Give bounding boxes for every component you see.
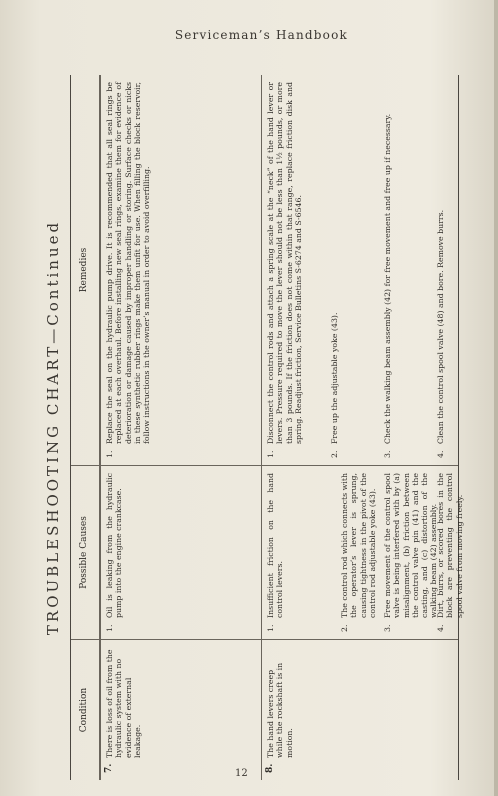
cause-number: 2.: [340, 624, 349, 632]
condition-cell: [101, 640, 261, 780]
remedy-text: Disconnect the control rods and attach a spring scale at the “neck” of the hand lever or levers. Pressure required to move the lever should not be less than 1½ pounds, or more than 3 pounds. If the friction does not come within that range, replace friction disk and spring. Readjust friction, Service Bulletins S-6274 and S-6546.: [266, 82, 303, 444]
chart-title: TROUBLESHOOTING CHART—Continued: [44, 219, 62, 636]
remedy-number: 3.: [383, 450, 392, 458]
remedy-number: 1.: [266, 450, 275, 458]
column-header-remedies: Remedies: [71, 75, 99, 466]
column-header-causes: Possible Causes: [71, 466, 99, 640]
cause-item: [436, 473, 464, 632]
remedy-item: [436, 82, 445, 458]
remedies-cell: [101, 75, 261, 466]
remedy-item: [383, 82, 436, 458]
condition-text: There is loss of oil from the hydraulic system with no evidence of external leakage.: [105, 649, 142, 758]
remedies-cell: [262, 75, 458, 466]
troubleshooting-table: [70, 75, 464, 780]
cause-item: [383, 473, 439, 632]
remedy-text: Free up the adjustable yoke (43).: [330, 312, 339, 444]
cause-number: 3.: [383, 624, 392, 632]
table-row: [261, 75, 464, 780]
remedy-number: 1.: [105, 450, 114, 458]
column-header-condition: Condition: [79, 687, 89, 733]
table-row: [100, 75, 261, 780]
causes-cell: [262, 466, 464, 640]
cause-item: [340, 473, 383, 632]
cause-number: 1.: [266, 624, 275, 632]
table-header-row: [71, 75, 100, 780]
remedy-text: Clean the control spool valve (48) and bore. Remove burrs.: [436, 209, 445, 444]
causes-cell: [101, 466, 261, 640]
cause-text: Free movement of the control spool valve is being interfered with by (a) misalignment, (b) friction between the control valve pin (41) and the casting, and (c) distortion of the walking beam (42) assembly.: [383, 473, 439, 618]
cause-text: The control rod which connects with the operator’s lever is sprung, causing tightness in the pivot of the control rod adjustable yoke (43).: [340, 473, 377, 618]
running-header: Serviceman’s Handbook: [174, 28, 348, 42]
remedy-item: [266, 82, 330, 458]
cause-text: Oil is leaking from the hydraulic pump into the engine crankcase.: [105, 473, 124, 618]
remedy-number: 4.: [436, 450, 445, 458]
cause-number: 4.: [436, 624, 445, 632]
cause-text: Dirt, burrs, or scored bores in the block are preventing the control spool valve from moving freely.: [436, 473, 464, 618]
remedy-item: [105, 82, 151, 458]
cause-text: Insufficient friction on the hand control levers.: [266, 473, 285, 618]
row-number: 8.: [265, 763, 275, 773]
page-edge: [494, 0, 498, 796]
condition-text: The hand levers creep while the rockshaft is in motion.: [266, 662, 294, 758]
row-number: 7.: [104, 763, 114, 773]
cause-item: [105, 473, 124, 632]
remedy-text: Check the walking beam assembly (42) for free movement and free up if necessary.: [383, 113, 392, 444]
condition-cell: [262, 640, 458, 780]
cause-number: 1.: [105, 624, 114, 632]
remedy-number: 2.: [330, 450, 339, 458]
remedy-text: Replace the seal on the hydraulic pump drive. It is recommended that all seal rings be replaced at each overhaul. Before installing new seal rings, examine them for evidence of deterioration or damage caused by improper handling or storing. Surface checks or nicks in these synthetic rubber rings make them unfit for use. When filling the block reservoir, follow instructions in the owner’s manual in order to avoid overfilling.: [105, 82, 152, 444]
cause-item: [266, 473, 340, 632]
page-number: 12: [235, 768, 248, 779]
rotated-chart: [44, 75, 464, 780]
remedy-item: [330, 82, 383, 458]
